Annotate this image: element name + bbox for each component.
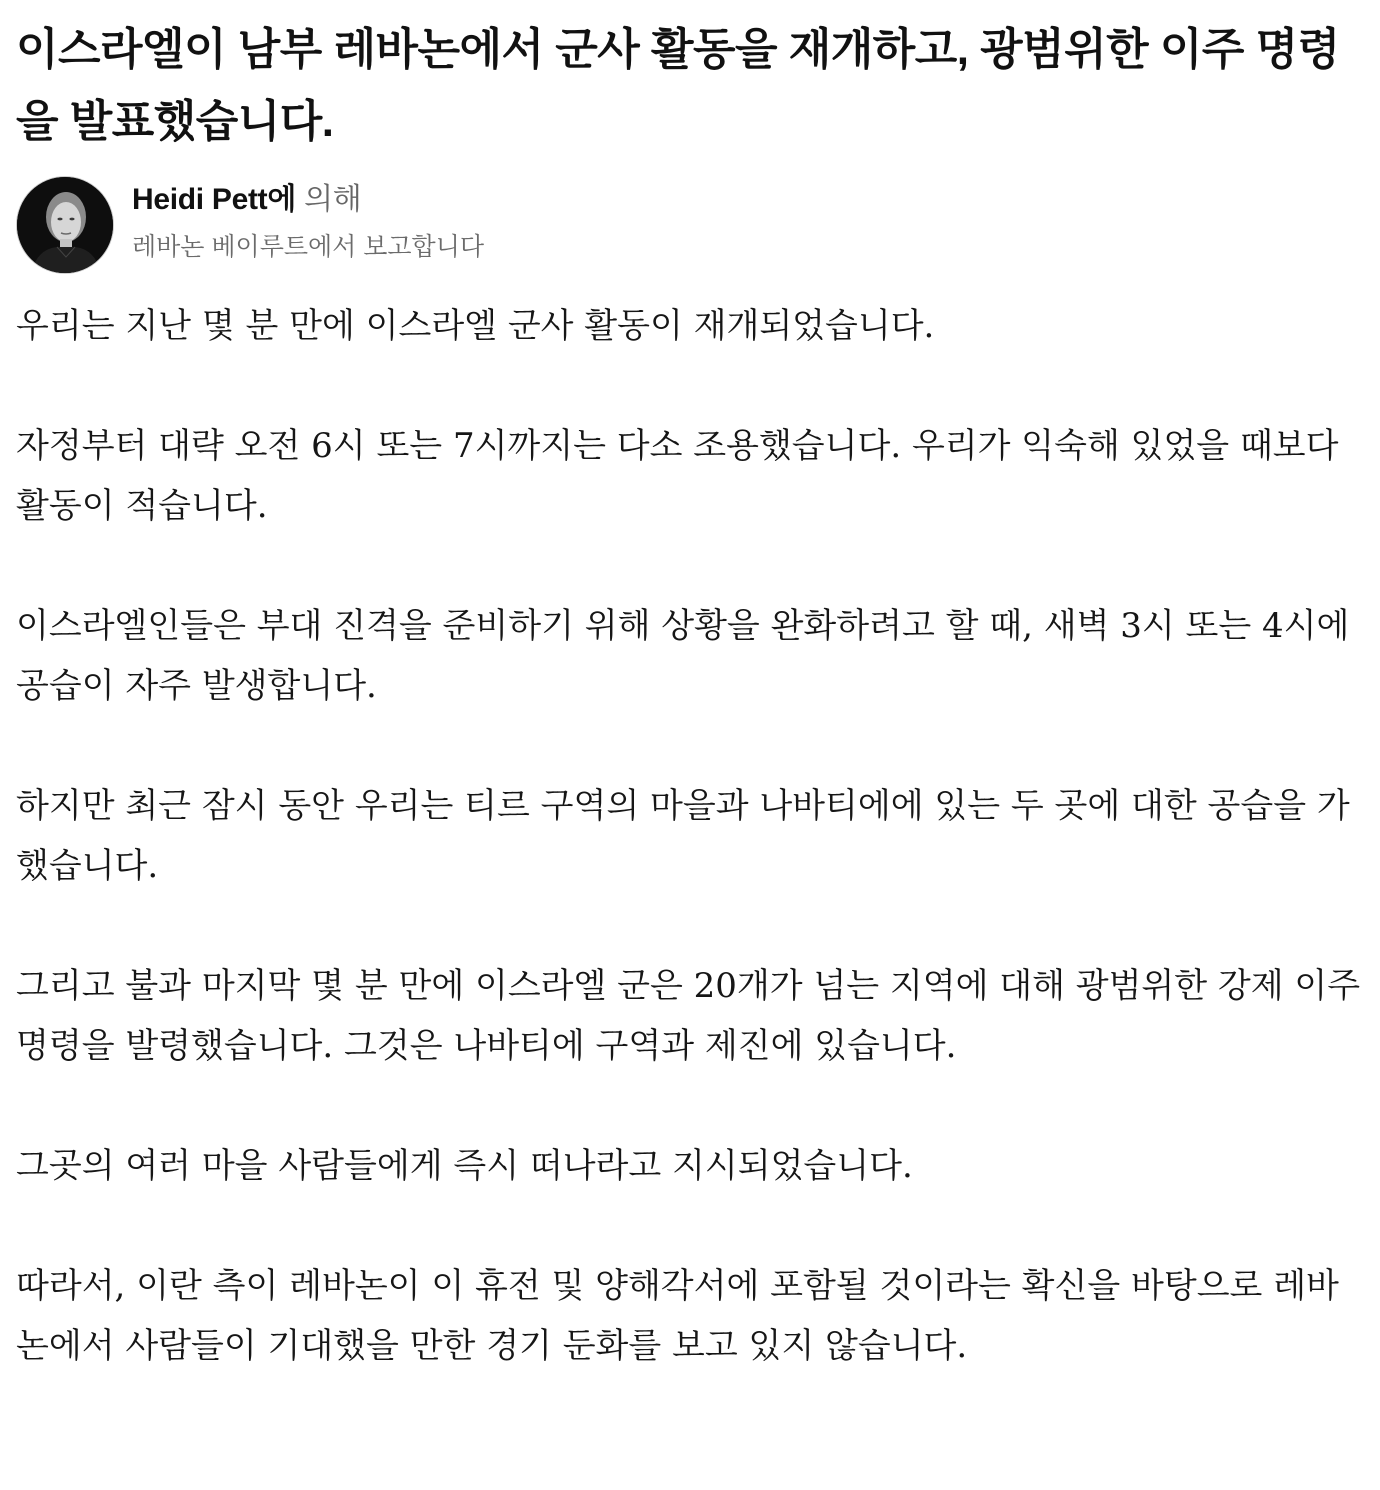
paragraph: 따라서, 이란 측이 레바논이 이 휴전 및 양해각서에 포함될 것이라는 확신을 바탕으로 레바논에서 사람들이 기대했을 만한 경기 둔화를 보고 있지 않습니다. xyxy=(16,1266,1339,1366)
article xyxy=(16,0,1364,1376)
author-portrait-icon xyxy=(17,177,113,273)
paragraph: 그리고 불과 마지막 몇 분 만에 이스라엘 군은 20개가 넘는 지역에 대해 광범위한 강제 이주 명령을 발령했습니다. 그것은 나바티에 구역과 제진에 있습니다. xyxy=(16,966,1361,1066)
paragraph: 이스라엘인들은 부대 진격을 준비하기 위해 상황을 완화하려고 할 때, 새벽 3시 또는 4시에 공습이 자주 발생합니다. xyxy=(16,606,1350,706)
paragraph: 그곳의 여러 마을 사람들에게 즉시 떠나라고 지시되었습니다. xyxy=(16,1146,913,1186)
byline xyxy=(16,176,1364,276)
author-by-label: 의해 xyxy=(296,183,362,216)
author-avatar[interactable] xyxy=(16,176,114,274)
headline: 이스라엘이 남부 레바논에서 군사 활동을 재개하고, 광범위한 이주 명령을 발표했습니다. xyxy=(16,25,1340,146)
author-line xyxy=(132,182,484,218)
paragraph: 자정부터 대략 오전 6시 또는 7시까지는 다소 조용했습니다. 우리가 익숙해 있었을 때보다 활동이 적습니다. xyxy=(16,426,1339,526)
author-suffix: 에 xyxy=(267,183,297,216)
paragraph: 우리는 지난 몇 분 만에 이스라엘 군사 활동이 재개되었습니다. xyxy=(16,306,935,346)
byline-text xyxy=(132,176,484,262)
article-body xyxy=(16,296,1364,1376)
author-name-link[interactable]: Heidi Pett xyxy=(132,183,268,216)
reporting-location: 레바논 베이루트에서 보고합니다 xyxy=(132,233,484,261)
paragraph: 하지만 최근 잠시 동안 우리는 티르 구역의 마을과 나바티에에 있는 두 곳에 대한 공습을 가했습니다. xyxy=(16,786,1350,886)
